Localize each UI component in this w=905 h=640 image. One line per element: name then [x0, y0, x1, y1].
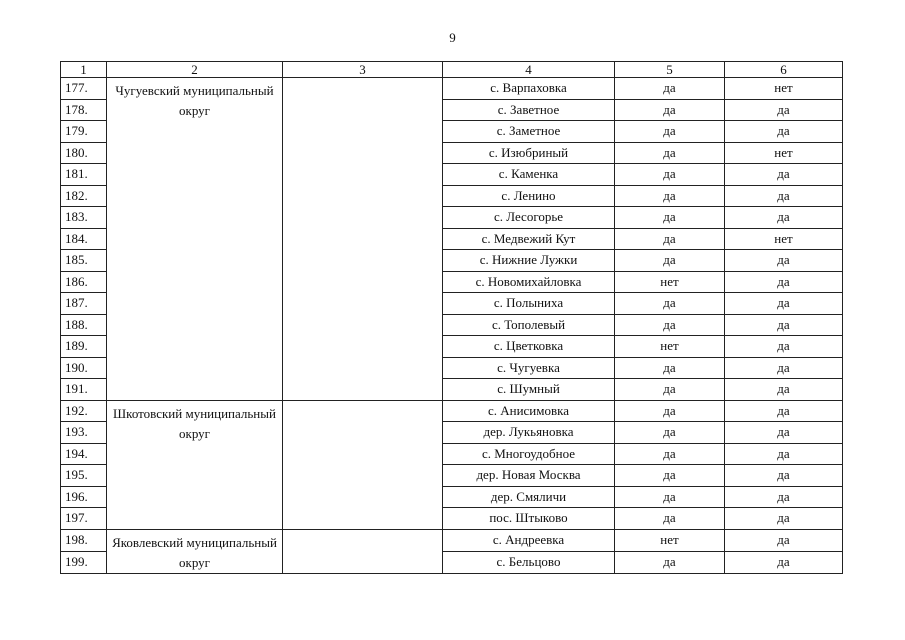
column-5-value: да: [615, 400, 725, 422]
row-number: 186.: [61, 271, 107, 293]
row-number: 197.: [61, 508, 107, 530]
column-6-value: да: [725, 314, 843, 336]
settlement-name: дер. Смяличи: [443, 486, 615, 508]
column-5-value: да: [615, 508, 725, 530]
settlement-name: с. Варпаховка: [443, 78, 615, 100]
table-row: [61, 78, 843, 100]
settlement-name: с. Бельцово: [443, 551, 615, 573]
column-5-value: нет: [615, 336, 725, 358]
row-number: 196.: [61, 486, 107, 508]
column-5-value: да: [615, 443, 725, 465]
row-number: 178.: [61, 99, 107, 121]
column-6-value: да: [725, 465, 843, 487]
column-5-value: да: [615, 357, 725, 379]
column-6-value: да: [725, 443, 843, 465]
row-number: 188.: [61, 314, 107, 336]
column-6-value: да: [725, 271, 843, 293]
settlement-name: дер. Лукьяновка: [443, 422, 615, 444]
column-5-value: да: [615, 142, 725, 164]
column-6-value: да: [725, 121, 843, 143]
district-name: Шкотовский муниципальный округ: [107, 400, 283, 529]
row-number: 182.: [61, 185, 107, 207]
column-5-value: да: [615, 185, 725, 207]
row-number: 192.: [61, 400, 107, 422]
column-6-value: да: [725, 99, 843, 121]
row-number: 187.: [61, 293, 107, 315]
column-6-value: да: [725, 357, 843, 379]
settlement-name: с. Анисимовка: [443, 400, 615, 422]
column-5-value: да: [615, 207, 725, 229]
column-5-value: да: [615, 314, 725, 336]
row-number: 190.: [61, 357, 107, 379]
row-number: 183.: [61, 207, 107, 229]
column-header: 4: [443, 62, 615, 78]
column-5-value: да: [615, 293, 725, 315]
row-number: 189.: [61, 336, 107, 358]
row-number: 180.: [61, 142, 107, 164]
settlement-name: с. Нижние Лужки: [443, 250, 615, 272]
settlement-name: пос. Штыково: [443, 508, 615, 530]
column-header: 6: [725, 62, 843, 78]
table-row: [61, 529, 843, 551]
row-number: 181.: [61, 164, 107, 186]
column-5-value: да: [615, 99, 725, 121]
settlement-name: с. Лесогорье: [443, 207, 615, 229]
column-header: 3: [283, 62, 443, 78]
settlement-name: с. Изюбриный: [443, 142, 615, 164]
row-number: 191.: [61, 379, 107, 401]
row-number: 199.: [61, 551, 107, 573]
column-6-value: да: [725, 207, 843, 229]
column-6-value: да: [725, 529, 843, 551]
column-6-value: нет: [725, 228, 843, 250]
column-6-value: нет: [725, 78, 843, 100]
column-5-value: да: [615, 164, 725, 186]
settlement-name: с. Медвежий Кут: [443, 228, 615, 250]
column-5-value: да: [615, 551, 725, 573]
column-3-cell: [283, 78, 443, 401]
column-6-value: да: [725, 486, 843, 508]
column-5-value: да: [615, 486, 725, 508]
header-row: [61, 62, 843, 78]
settlement-name: с. Шумный: [443, 379, 615, 401]
settlement-name: с. Ленино: [443, 185, 615, 207]
row-number: 179.: [61, 121, 107, 143]
district-name: Чугуевский муниципальный округ: [107, 78, 283, 401]
column-header: 5: [615, 62, 725, 78]
column-6-value: да: [725, 379, 843, 401]
column-6-value: да: [725, 164, 843, 186]
column-6-value: да: [725, 400, 843, 422]
column-6-value: да: [725, 551, 843, 573]
settlement-name: с. Чугуевка: [443, 357, 615, 379]
settlement-name: с. Многоудобное: [443, 443, 615, 465]
column-6-value: да: [725, 508, 843, 530]
settlement-name: с. Цветковка: [443, 336, 615, 358]
column-6-value: да: [725, 250, 843, 272]
column-5-value: да: [615, 250, 725, 272]
row-number: 194.: [61, 443, 107, 465]
settlements-table: [60, 61, 843, 574]
column-3-cell: [283, 529, 443, 573]
table-row: [61, 400, 843, 422]
column-6-value: да: [725, 336, 843, 358]
settlement-name: с. Тополевый: [443, 314, 615, 336]
column-5-value: нет: [615, 271, 725, 293]
page-number: 9: [449, 30, 456, 45]
settlement-name: с. Заметное: [443, 121, 615, 143]
row-number: 198.: [61, 529, 107, 551]
column-header: 1: [61, 62, 107, 78]
column-5-value: да: [615, 379, 725, 401]
column-5-value: да: [615, 228, 725, 250]
district-name: Яковлевский муниципальный округ: [107, 529, 283, 573]
row-number: 184.: [61, 228, 107, 250]
column-5-value: да: [615, 465, 725, 487]
column-header: 2: [107, 62, 283, 78]
settlement-name: с. Новомихайловка: [443, 271, 615, 293]
settlement-name: с. Андреевка: [443, 529, 615, 551]
row-number: 195.: [61, 465, 107, 487]
column-6-value: да: [725, 185, 843, 207]
settlement-name: с. Полыниха: [443, 293, 615, 315]
settlement-name: с. Каменка: [443, 164, 615, 186]
column-5-value: нет: [615, 529, 725, 551]
column-3-cell: [283, 400, 443, 529]
column-6-value: да: [725, 422, 843, 444]
row-number: 193.: [61, 422, 107, 444]
column-5-value: да: [615, 121, 725, 143]
settlement-name: дер. Новая Москва: [443, 465, 615, 487]
column-6-value: да: [725, 293, 843, 315]
column-6-value: нет: [725, 142, 843, 164]
settlement-name: с. Заветное: [443, 99, 615, 121]
row-number: 177.: [61, 78, 107, 100]
column-5-value: да: [615, 78, 725, 100]
row-number: 185.: [61, 250, 107, 272]
column-5-value: да: [615, 422, 725, 444]
